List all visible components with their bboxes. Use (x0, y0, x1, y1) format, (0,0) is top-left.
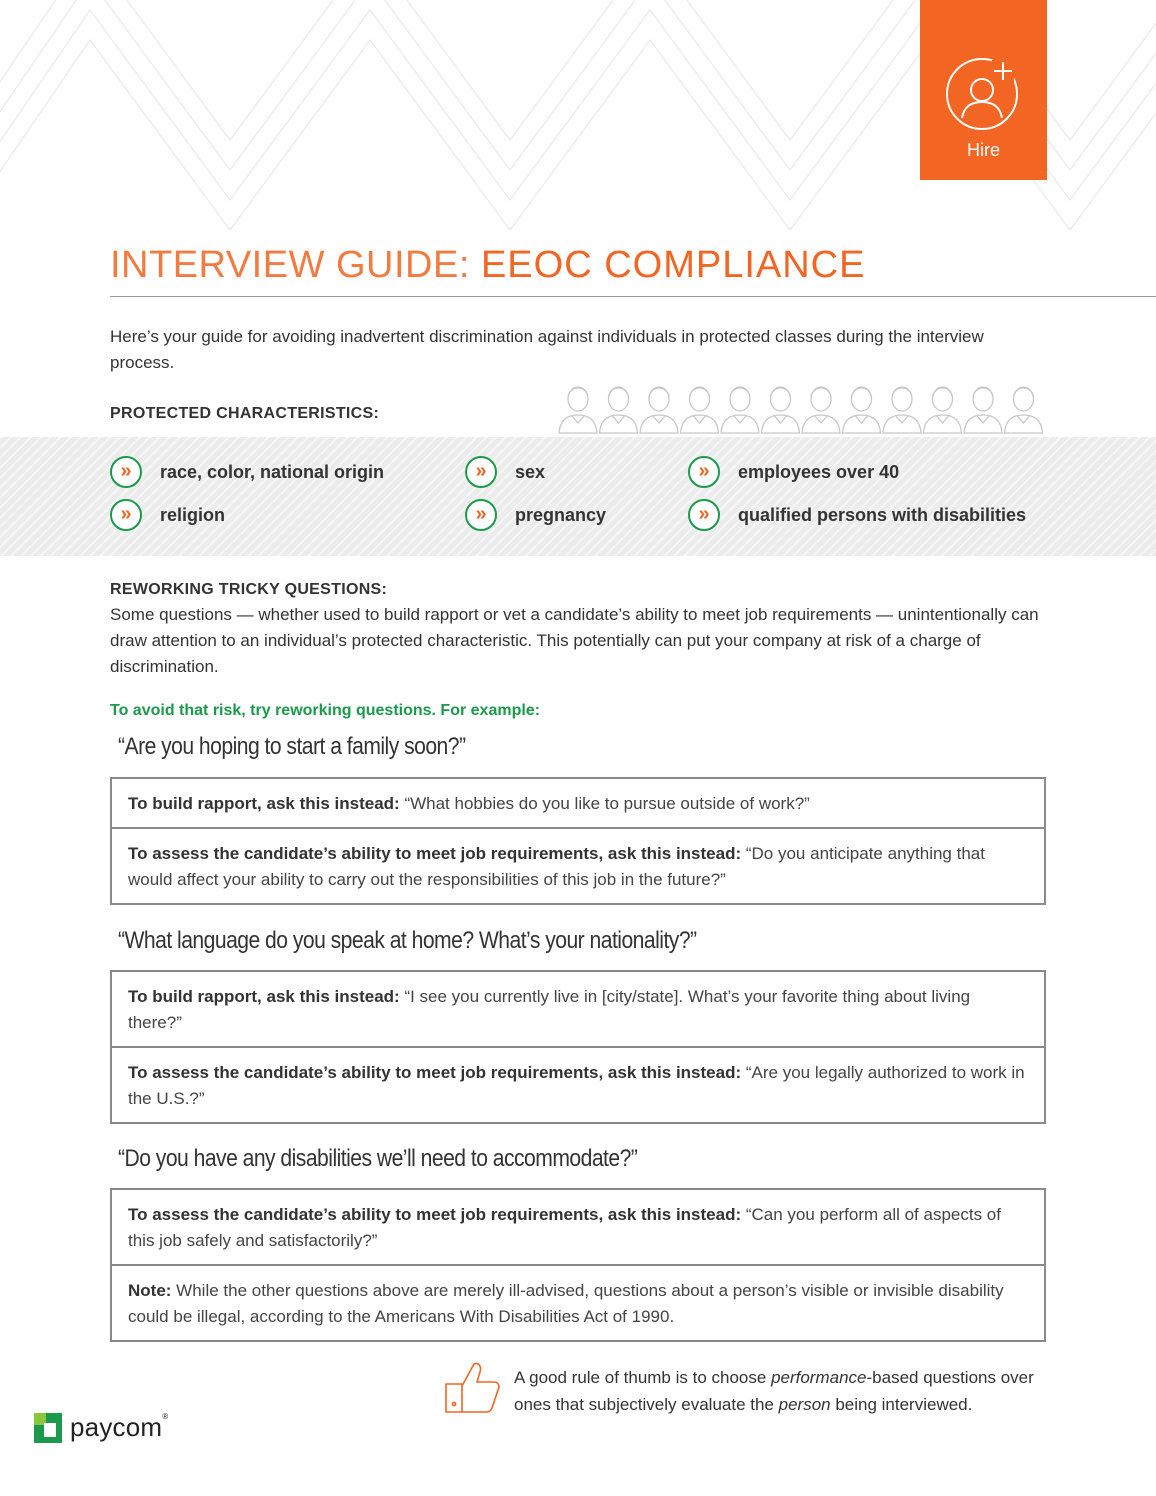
chevron-right-icon: » (110, 499, 142, 531)
thumbs-up-icon (444, 1360, 502, 1416)
paycom-logo-icon (34, 1413, 62, 1443)
characteristic-item: » qualified persons with disabilities (688, 499, 1026, 531)
person-outline-icon (721, 387, 759, 433)
characteristic-item: » sex (465, 456, 545, 488)
user-plus-icon (944, 56, 1024, 132)
question-box (110, 1188, 1046, 1342)
title-divider (110, 296, 1156, 297)
hire-label: Hire (966, 140, 1000, 160)
title-light: INTERVIEW GUIDE: (110, 244, 481, 286)
alternative-row: To build rapport, ask this instead: “I see you currently live in [city/state]. What’s your favorite thing about living there?” (128, 987, 971, 1032)
question-heading: “What language do you speak at home? What’s your nationality?” (118, 927, 697, 954)
characteristic-item: » religion (110, 499, 225, 531)
paycom-logo (34, 1412, 168, 1443)
note-row: Note: While the other questions above are merely ill-advised, questions about a person’s visible or invisible disability could be illegal, according to the Americans With Disabilities Act of 1990. (112, 1264, 1044, 1340)
page-title (110, 244, 865, 287)
characteristic-item: » employees over 40 (688, 456, 899, 488)
person-outline-icon (924, 387, 962, 433)
person-outline-icon (681, 387, 719, 433)
chevron-right-icon: » (688, 456, 720, 488)
person-outline-icon (802, 387, 840, 433)
question-box (110, 970, 1046, 1124)
person-outline-icon (640, 387, 678, 433)
chevron-right-icon: » (465, 456, 497, 488)
people-illustration-icon (556, 383, 1048, 435)
protected-characteristics-band (0, 437, 1156, 556)
hire-badge (920, 0, 1047, 180)
intro-text: Here’s your guide for avoiding inadvertent discrimination against individuals in protected classes during the interview process. (110, 327, 984, 372)
person-outline-icon (883, 387, 921, 433)
person-outline-icon (843, 387, 881, 433)
alternative-row: To build rapport, ask this instead: “What hobbies do you like to pursue outside of work?” (128, 794, 810, 813)
alternative-row: To assess the candidate’s ability to meet job requirements, ask this instead: “Can you perform all of aspects of this job safely and satisfactorily?” (128, 1205, 1001, 1250)
person-outline-icon (559, 387, 597, 433)
person-outline-icon (964, 387, 1002, 433)
title-bold: EEOC COMPLIANCE (480, 244, 866, 286)
reworking-cta: To avoid that risk, try reworking questions. For example: (110, 702, 541, 719)
protected-heading: PROTECTED CHARACTERISTICS: (110, 405, 380, 422)
reworking-heading: REWORKING TRICKY QUESTIONS: (110, 581, 388, 598)
question-heading: “Do you have any disabilities we’ll need to accommodate?” (118, 1145, 638, 1172)
tip-text: A good rule of thumb is to choose performance-based questions over ones that subjectively evaluate the person being interviewed. (514, 1368, 1034, 1414)
person-outline-icon (1005, 387, 1043, 433)
chevron-right-icon: » (688, 499, 720, 531)
question-heading: “Are you hoping to start a family soon?” (118, 733, 466, 760)
chevron-right-icon: » (465, 499, 497, 531)
question-box (110, 777, 1046, 905)
person-outline-icon (762, 387, 800, 433)
alternative-row: To assess the candidate’s ability to meet job requirements, ask this instead: “Do you anticipate anything that would affect your ability to carry out the responsibilities of this job in the future?” (112, 827, 1044, 903)
characteristic-item: » race, color, national origin (110, 456, 384, 488)
paycom-wordmark: paycom® (70, 1412, 169, 1442)
characteristic-item: » pregnancy (465, 499, 606, 531)
person-outline-icon (600, 387, 638, 433)
alternative-row: To assess the candidate’s ability to meet job requirements, ask this instead: “Are you legally authorized to work in the U.S.?” (112, 1046, 1044, 1122)
chevron-right-icon: » (110, 456, 142, 488)
reworking-body: Some questions — whether used to build rapport or vet a candidate’s ability to meet job requirements — unintentionally can draw attention to an individual’s protected characteristic. This potentially can put your company at risk of a charge of discrimination. (110, 605, 1039, 676)
